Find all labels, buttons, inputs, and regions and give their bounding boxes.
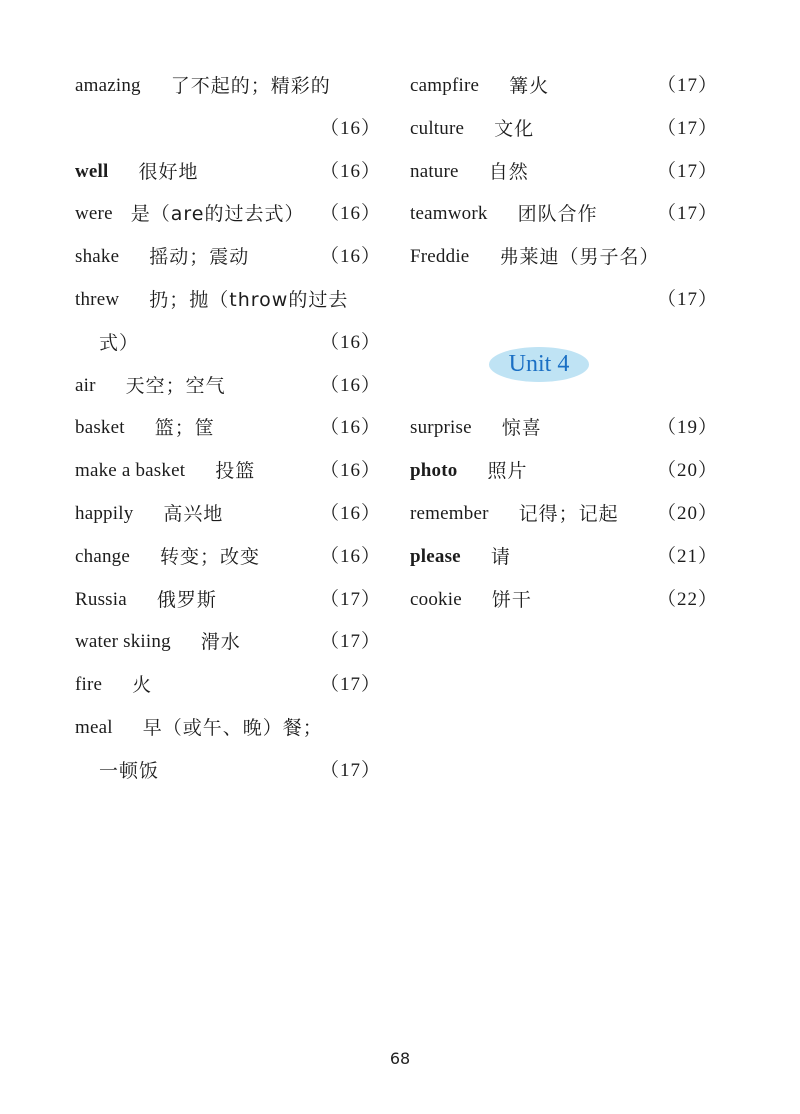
entry-meaning: 篝火 — [509, 75, 550, 97]
entry-page-ref: （16） — [319, 502, 381, 524]
entry-word: campfire — [410, 75, 480, 96]
entry-meaning: 扔；抛（throw的过去 — [149, 288, 349, 311]
entry-word: teamwork — [410, 203, 488, 225]
entry-please — [410, 536, 718, 579]
entry-word: well — [75, 160, 109, 182]
entry-word: remember — [410, 502, 489, 524]
entry-word: photo — [410, 460, 458, 482]
entry-meaning: 摇动；震动 — [149, 246, 250, 269]
entry-meaning: 早（或午、晚）餐； — [142, 716, 323, 739]
entry-campfire — [410, 65, 718, 108]
entry-remember — [410, 493, 718, 536]
entry-word: were — [75, 203, 113, 225]
entry-meaning: 文化 — [494, 117, 535, 140]
entry-page-ref: （22） — [656, 588, 718, 610]
entry-air — [75, 365, 381, 408]
entry-shake — [75, 236, 381, 279]
entry-amazing — [75, 65, 381, 108]
entry-culture — [410, 108, 718, 151]
entry-meaning: 记得；记起 — [518, 502, 619, 525]
entry-photo — [410, 450, 718, 493]
entry-page-ref: （19） — [656, 417, 718, 439]
entry-meaning: 惊喜 — [501, 417, 542, 440]
entry-word: Russia — [75, 588, 127, 610]
entry-page-ref: （17） — [319, 759, 381, 781]
entry-page-ref: （17） — [319, 674, 381, 696]
entry-page-ref: （21） — [656, 545, 718, 567]
entry-page-ref: （20） — [656, 502, 718, 524]
entry-page-ref: （16） — [319, 417, 381, 439]
entry-meaning: 滑水 — [200, 631, 241, 654]
entry-page-ref: （16） — [319, 374, 381, 396]
entry-page-ref: （17） — [319, 631, 381, 653]
right-column — [410, 65, 718, 621]
entry-page-ref: （17） — [656, 75, 718, 96]
entry-teamwork — [410, 193, 718, 236]
entry-meaning: 饼干 — [491, 588, 532, 611]
entry-word: happily — [75, 502, 134, 524]
entry-page-ref: （17） — [656, 203, 718, 225]
entry-happily — [75, 493, 381, 536]
entry-threw — [75, 279, 381, 322]
entry-meaning: 火 — [132, 674, 153, 697]
entry-meaning: 投篮 — [215, 460, 256, 483]
entry-page-ref: （16） — [319, 160, 381, 182]
entry-page-ref: （16） — [319, 203, 381, 225]
entry-surprise — [410, 407, 718, 450]
entry-russia — [75, 579, 381, 622]
entry-meaning: 俄罗斯 — [156, 588, 217, 611]
entry-word: change — [75, 545, 130, 567]
entry-water-skiing — [75, 621, 381, 664]
unit-badge: Unit 4 — [489, 347, 590, 382]
entry-meaning: 照片 — [487, 460, 528, 483]
entry-meaning: 很好地 — [138, 160, 199, 183]
entry-page-ref: （17） — [656, 160, 718, 182]
entry-page-ref: （17） — [656, 117, 718, 139]
entry-word: water skiing — [75, 631, 171, 653]
entry-meaning: 高兴地 — [163, 502, 224, 525]
entry-word: meal — [75, 716, 113, 738]
entry-meaning: 团队合作 — [517, 203, 598, 226]
entry-page-ref: （20） — [656, 460, 718, 482]
entry-page-ref: （17） — [656, 288, 718, 310]
entry-make-a-basket — [75, 450, 381, 493]
entry-word: cookie — [410, 588, 462, 610]
entry-word: make a basket — [75, 460, 186, 482]
entry-were — [75, 193, 381, 236]
entry-word: please — [410, 545, 461, 567]
entry-page-ref: （16） — [319, 246, 381, 268]
entry-meaning: 转变；改变 — [160, 545, 261, 568]
entry-freddie — [410, 236, 718, 279]
entry-fire — [75, 664, 381, 707]
entry-meal — [75, 707, 381, 750]
entry-word: Freddie — [410, 246, 470, 268]
entry-meaning: 是（are的过去式） — [130, 203, 305, 226]
left-column — [75, 65, 381, 793]
entry-meaning-continuation: 一顿饭 — [99, 759, 160, 782]
entry-meaning: 天空；空气 — [125, 374, 226, 397]
entry-word: shake — [75, 246, 120, 268]
entry-page-ref: （16） — [319, 117, 381, 139]
entry-page-ref: （16） — [319, 460, 381, 482]
entry-word: air — [75, 374, 96, 396]
entry-page-ref: （16） — [319, 545, 381, 567]
entry-meaning: 篮；筐 — [154, 417, 215, 440]
entry-nature — [410, 151, 718, 194]
page-number: 68 — [389, 1049, 411, 1068]
entry-change — [75, 536, 381, 579]
entry-word: amazing — [75, 75, 141, 96]
entry-word: nature — [410, 160, 459, 182]
entry-well — [75, 151, 381, 194]
entry-meaning-continuation: 式） — [99, 331, 140, 354]
entry-meaning: 请 — [490, 545, 511, 568]
entry-page-ref: （17） — [319, 588, 381, 610]
entry-word: threw — [75, 288, 120, 310]
entry-word: surprise — [410, 417, 472, 439]
entry-cookie — [410, 579, 718, 622]
entry-word: fire — [75, 674, 103, 696]
entry-meaning: 自然 — [488, 160, 529, 183]
entry-meaning: 弗莱迪（男子名） — [499, 246, 660, 269]
entry-word: culture — [410, 117, 465, 139]
entry-meaning: 了不起的；精彩的 — [170, 75, 331, 97]
entry-basket — [75, 407, 381, 450]
unit-heading — [410, 322, 718, 408]
entry-word: basket — [75, 417, 125, 439]
entry-page-ref: （16） — [319, 331, 381, 353]
